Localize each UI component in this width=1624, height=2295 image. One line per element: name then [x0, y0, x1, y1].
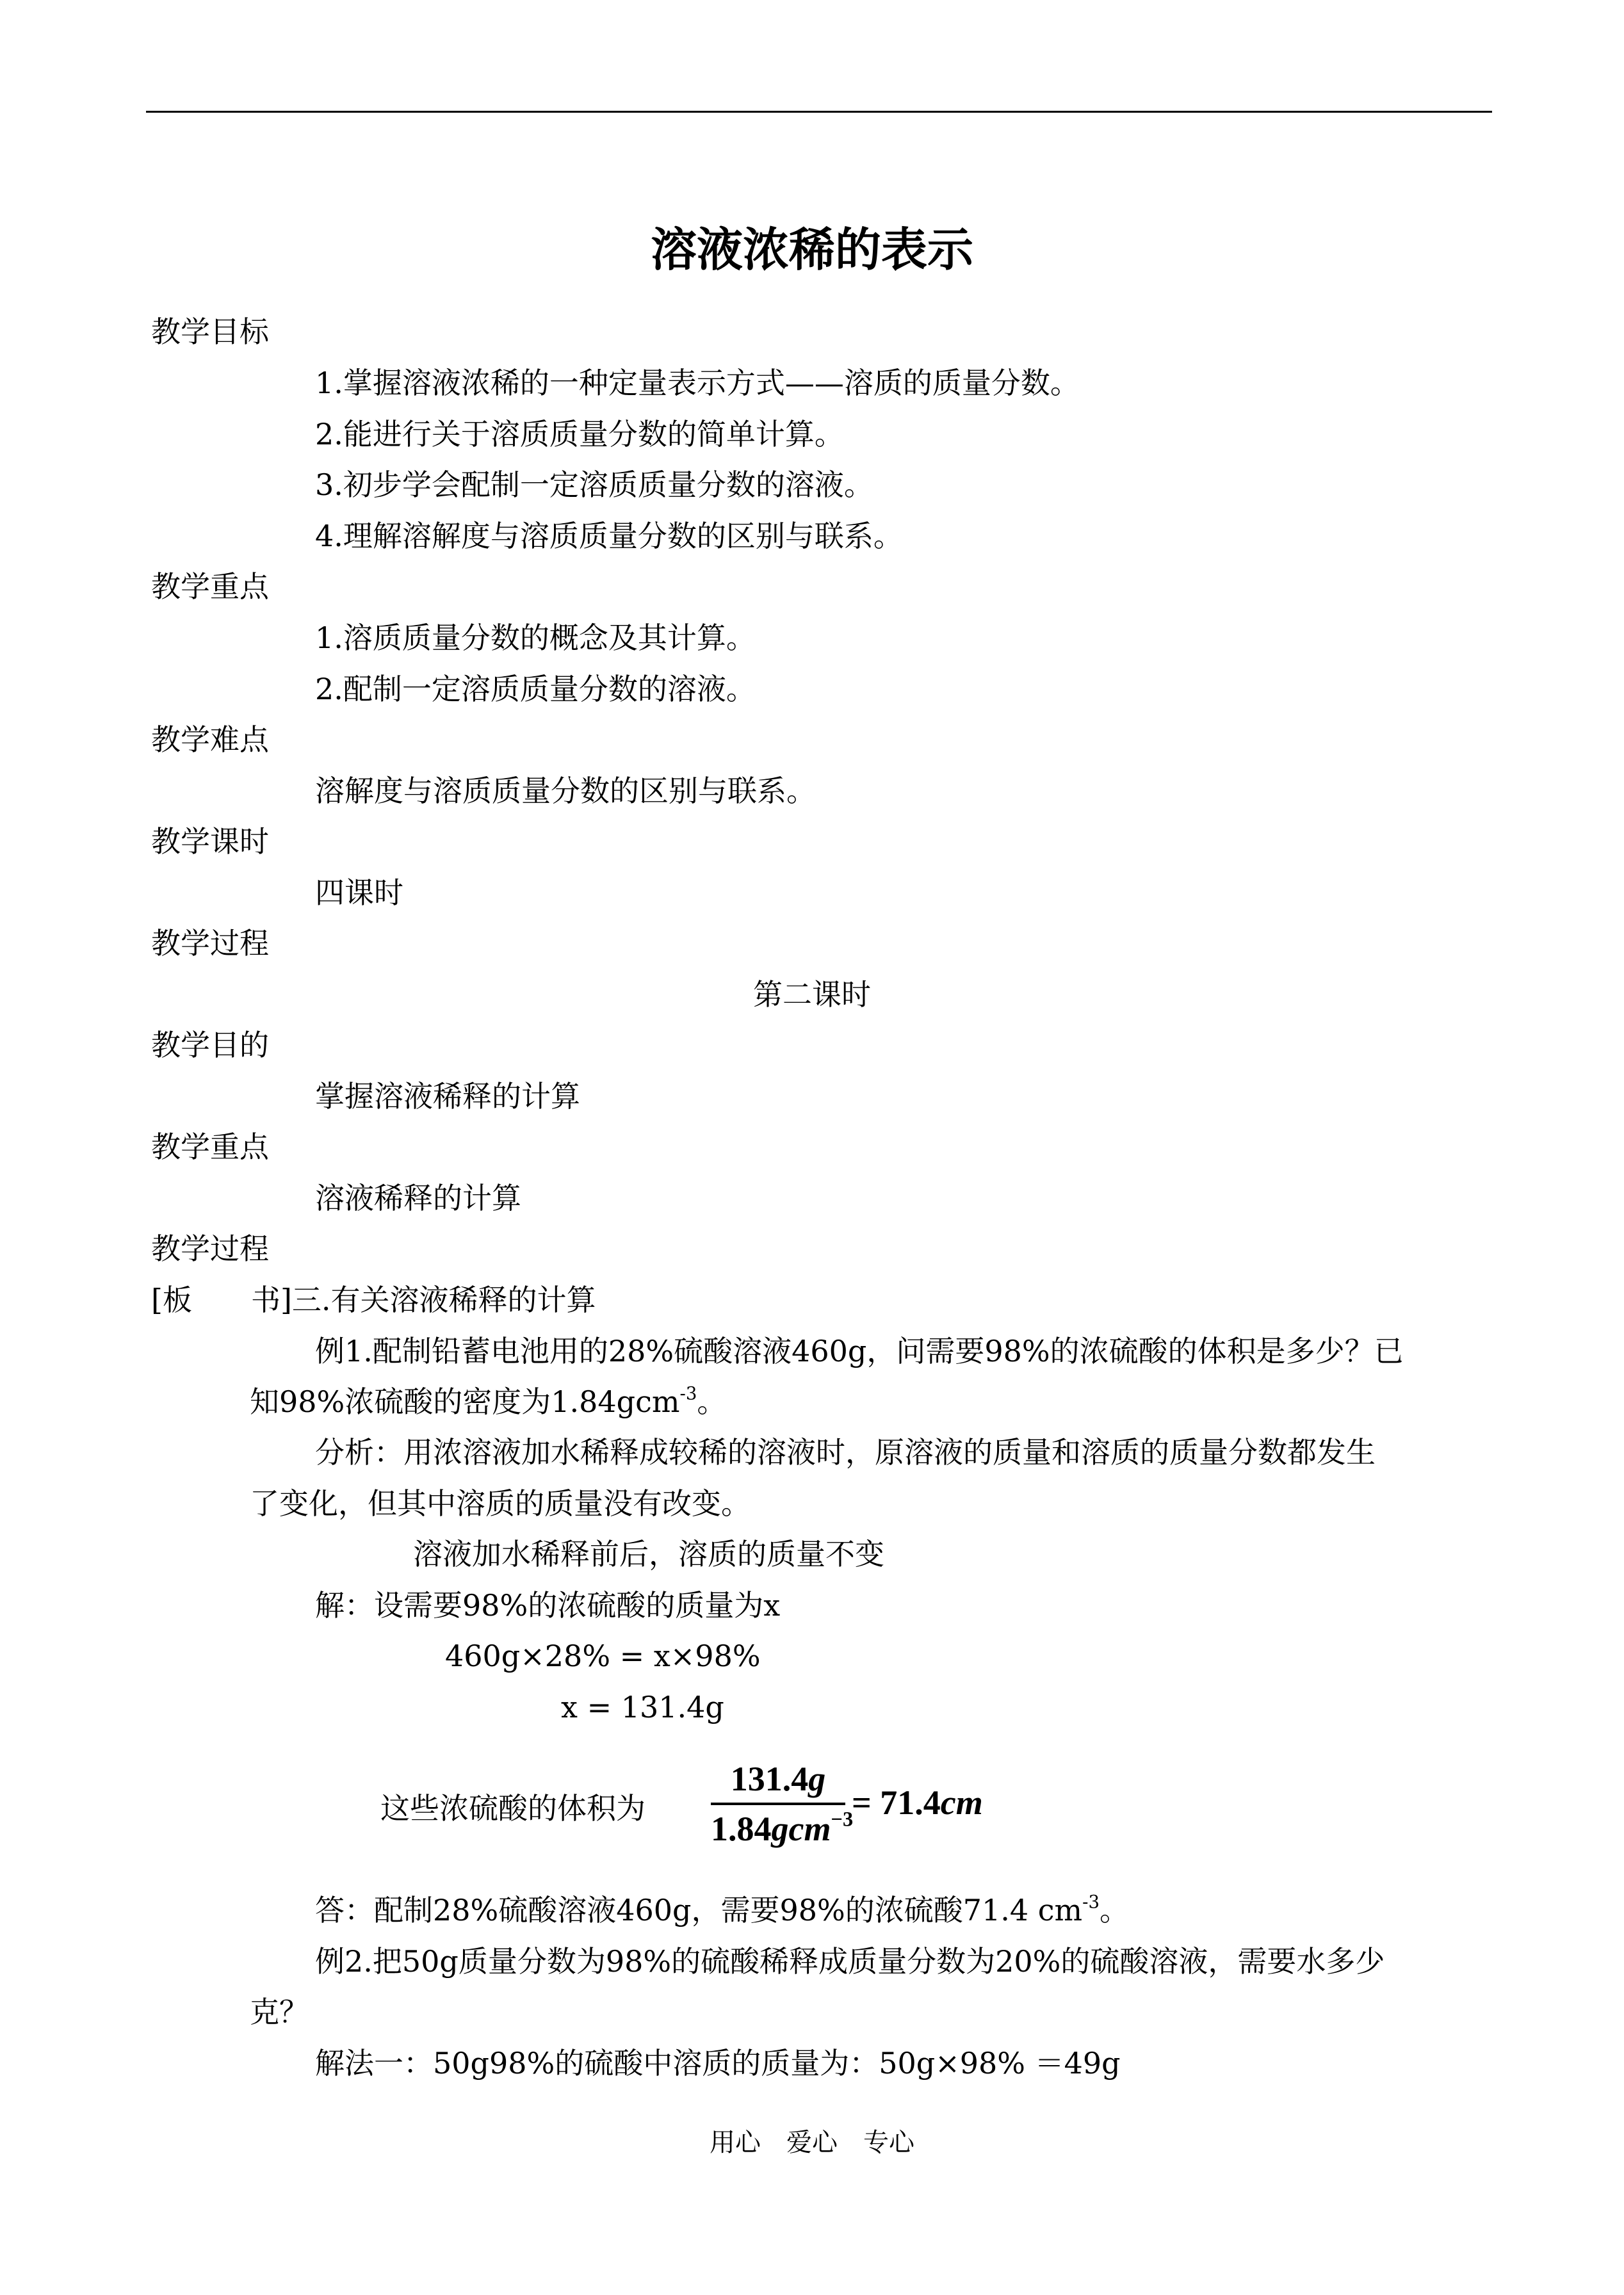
header-rule	[146, 111, 1492, 113]
heading-teaching-process-2: 教学过程	[151, 1231, 269, 1266]
analysis-line-1: 分析：用浓溶液加水稀释成较稀的溶液时，原溶液的质量和溶质的质量分数都发生	[315, 1435, 1376, 1470]
heading-teaching-goals: 教学目标	[151, 314, 269, 349]
equation-line: 460g×28% = x×98%	[445, 1639, 761, 1673]
fraction-result: = 71.4cm	[852, 1783, 983, 1822]
volume-label: 这些浓硫酸的体积为	[380, 1791, 646, 1826]
fraction-denominator: 1.84gcm$^{-3}$	[711, 1808, 854, 1848]
class-hours-value: 四课时	[315, 875, 403, 910]
fraction-numerator: 131.4g	[711, 1758, 845, 1805]
goal-item: 2.能进行关于溶质质量分数的简单计算。	[315, 417, 844, 451]
analysis-line-2: 了变化，但其中溶质的质量没有改变。	[250, 1486, 751, 1521]
method-1-line: 解法一：50g98%的硫酸中溶质的质量为：50g×98% ＝49g	[315, 2046, 1121, 2080]
result-line: x = 131.4g	[561, 1690, 724, 1724]
volume-fraction	[711, 1758, 854, 1850]
analysis-note: 溶液加水稀释前后，溶质的质量不变	[413, 1537, 884, 1571]
example-1-line-2: 知98%浓硫酸的密度为1.84gcm$^{-3}$。	[250, 1383, 727, 1419]
blackboard-line: [板 书]三.有关溶液稀释的计算	[151, 1283, 596, 1317]
heading-class-hours: 教学课时	[151, 824, 269, 859]
goal-item: 1.掌握溶液浓稀的一种定量表示方式——溶质的质量分数。	[315, 366, 1080, 400]
page-title: 溶液浓稀的表示	[650, 222, 973, 277]
goal-item: 3.初步学会配制一定溶质质量分数的溶液。	[315, 467, 873, 502]
heading-teaching-process: 教学过程	[151, 926, 269, 961]
difficulty-item: 溶解度与溶质质量分数的区别与联系。	[315, 774, 816, 808]
goal-item: 4.理解溶解度与溶质质量分数的区别与联系。	[315, 519, 903, 553]
example-2-line-2: 克？	[250, 1995, 309, 2029]
heading-difficulties: 教学难点	[151, 722, 269, 757]
answer-line: 答：配制28%硫酸溶液460g，需要98%的浓硫酸71.4 $cm^{-3}$。	[315, 1891, 1130, 1927]
page-footer: 用心 爱心 专心	[710, 2128, 914, 2157]
heading-key-points: 教学重点	[151, 569, 269, 604]
key-point-item: 2.配制一定溶质质量分数的溶液。	[315, 672, 756, 706]
solution-line: 解：设需要98%的浓硫酸的质量为x	[315, 1588, 781, 1623]
key-point-item-2: 溶液稀释的计算	[315, 1181, 521, 1215]
key-point-item: 1.溶质质量分数的概念及其计算。	[315, 620, 756, 655]
heading-key-points-2: 教学重点	[151, 1130, 269, 1164]
purpose-item: 掌握溶液稀释的计算	[315, 1079, 580, 1114]
example-1-line-1: 例1.配制铅蓄电池用的28%硫酸溶液460g，问需要98%的浓硫酸的体积是多少？已	[315, 1334, 1404, 1368]
lesson-subtitle: 第二课时	[753, 977, 871, 1012]
example-2-line-1: 例2.把50g质量分数为98%的硫酸稀释成质量分数为20%的硫酸溶液，需要水多少	[315, 1944, 1385, 1979]
heading-teaching-purpose: 教学目的	[151, 1028, 269, 1062]
